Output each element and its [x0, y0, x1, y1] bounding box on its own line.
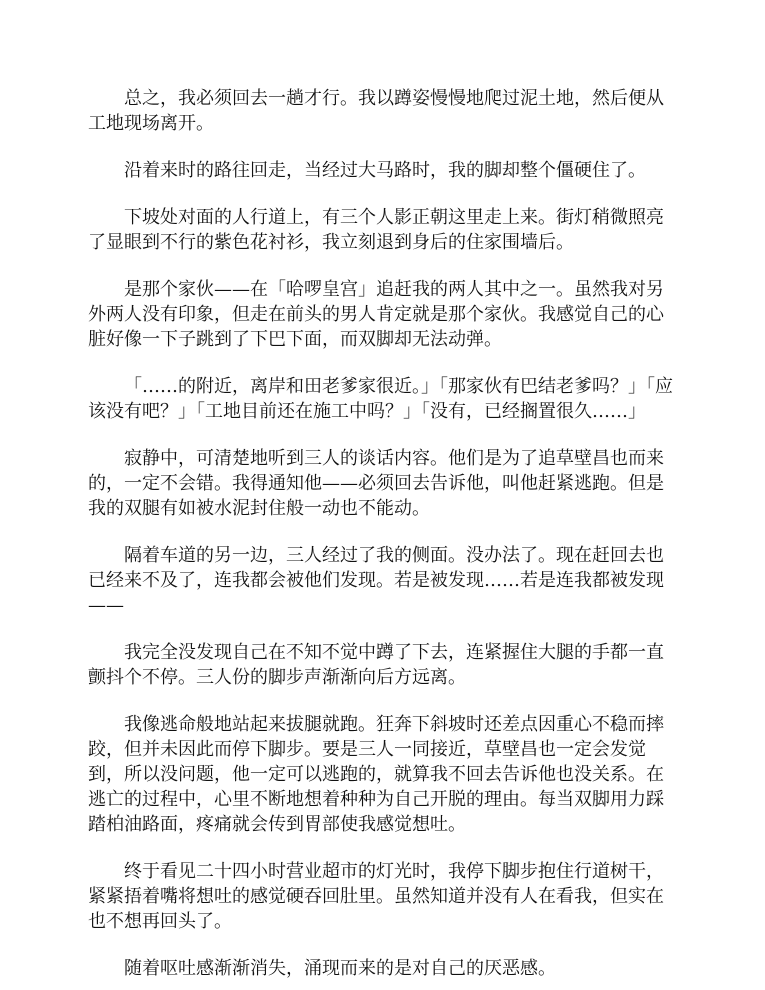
paragraph-3: 下坡处对面的人行道上，有三个人影正朝这里走上来。街灯稍微照亮了显眼到不行的紫色花衬衫，我立刻退到身后的住家围墙后。: [88, 207, 664, 253]
paragraph-7: 隔着车道的另一边，三人经过了我的侧面。没办法了。现在赶回去也已经来不及了，连我都会被他们发现。若是被发现……若是连我都被发现——: [88, 545, 664, 616]
paragraph-4: 是那个家伙——在「哈啰皇宫」追赶我的两人其中之一。虽然我对另外两人没有印象，但走在前头的男人肯定就是那个家伙。我感觉自己的心脏好像一下子跳到了下巴下面，而双脚却无法动弹。: [88, 279, 664, 350]
paragraph-1: 总之，我必须回去一趟才行。我以蹲姿慢慢地爬过泥土地，然后便从工地现场离开。: [88, 88, 664, 134]
paragraph-9: 我像逃命般地站起来拔腿就跑。狂奔下斜坡时还差点因重心不稳而摔跤，但并未因此而停下脚步。要是三人一同接近，草壁昌也一定会发觉到，所以没问题，他一定可以逃跑的，就算我不回去告诉他也没关系。在逃亡的过程中，心里不断地想着种种为自己开脱的理由。每当双脚用力踩踏柏油路面，疼痛就会传到胃部使我感觉想吐。: [88, 714, 664, 835]
paragraph-5: 「……的附近，离岸和田老爹家很近。」「那家伙有巴结老爹吗？」「应该没有吧？」「工地目前还在施工中吗？」「没有，已经搁置很久……」: [88, 376, 673, 422]
paragraph-6: 寂静中，可清楚地听到三人的谈话内容。他们是为了追草壁昌也而来的，一定不会错。我得通知他——必须回去告诉他，叫他赶紧逃跑。但是我的双腿有如被水泥封住般一动也不能动。: [88, 448, 664, 519]
paragraph-10: 终于看见二十四小时营业超市的灯光时，我停下脚步抱住行道树干，紧紧捂着嘴将想吐的感觉硬吞回肚里。虽然知道并没有人在看我，但实在也不想再回头了。: [88, 861, 664, 932]
paragraph-2: 沿着来时的路往回走，当经过大马路时，我的脚却整个僵硬住了。: [124, 160, 646, 181]
paragraph-8: 我完全没发现自己在不知不觉中蹲了下去，连紧握住大腿的手都一直颤抖个不停。三人份的脚步声渐渐向后方远离。: [88, 642, 664, 688]
paragraph-11: 随着呕吐感渐渐消失，涌现而来的是对自己的厌恶感。: [124, 958, 556, 979]
